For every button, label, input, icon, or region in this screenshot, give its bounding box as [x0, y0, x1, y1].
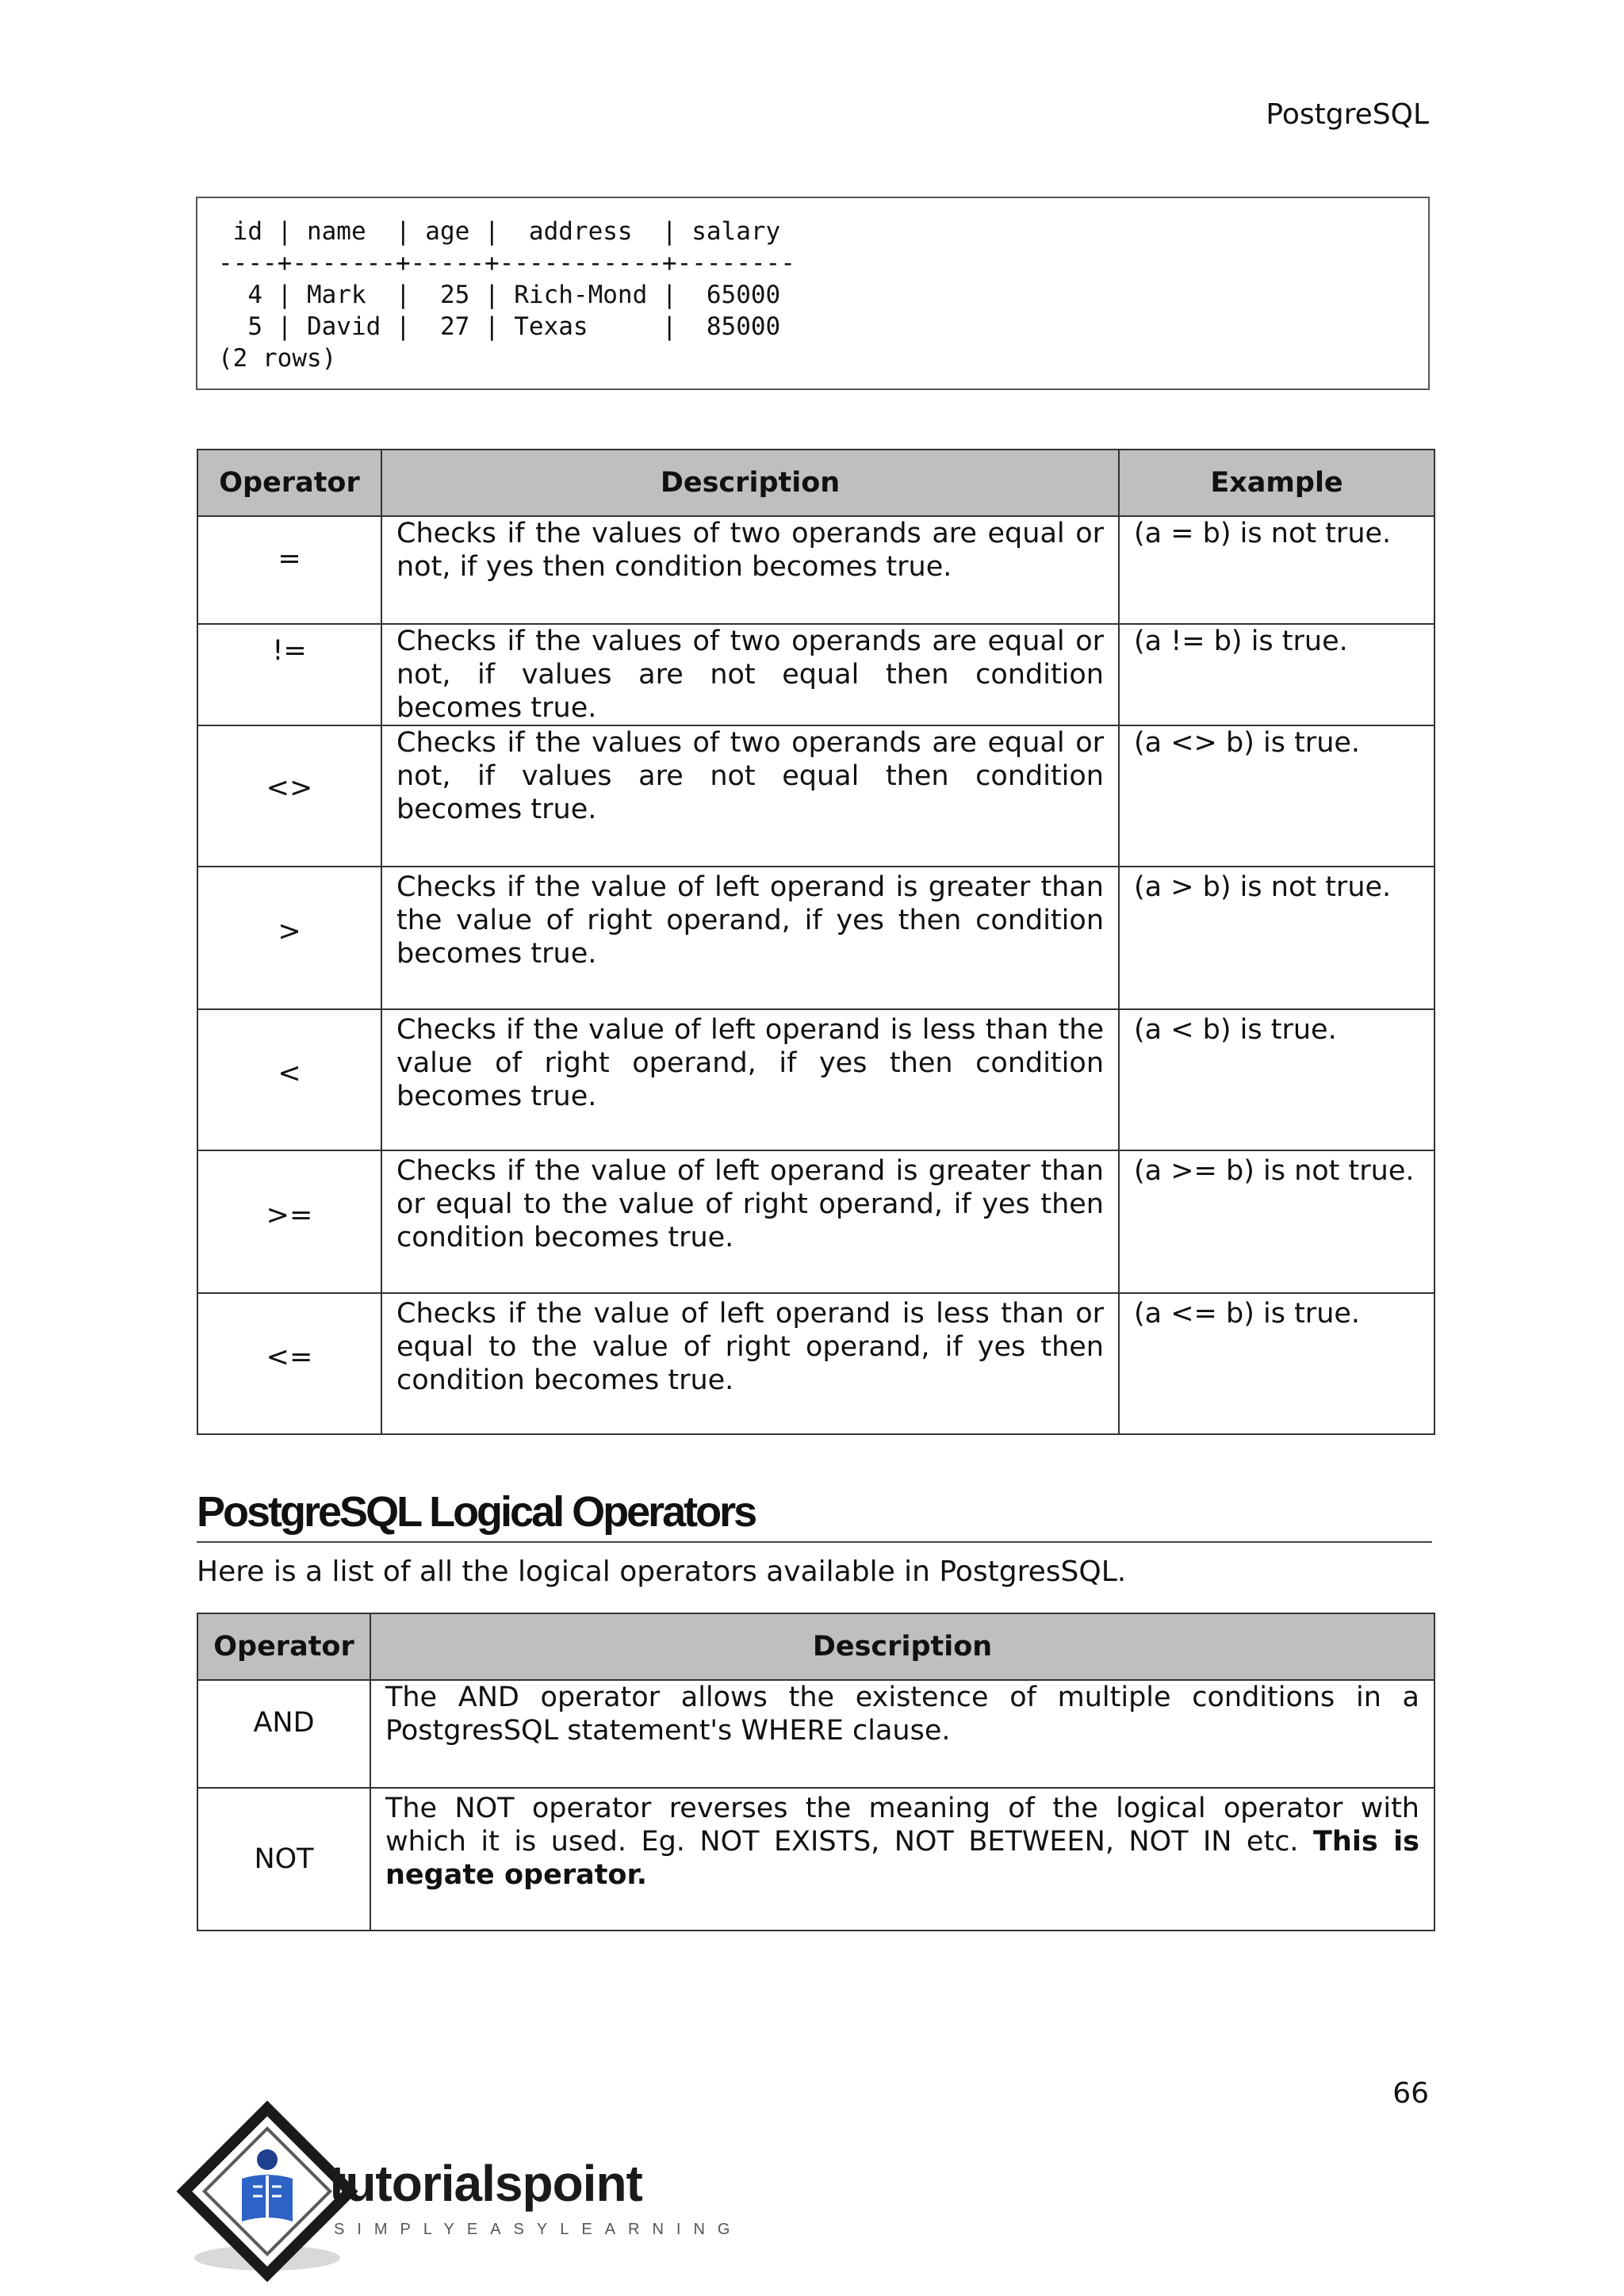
section-intro-text: Here is a list of all the logical operators available in PostgresSQL. — [197, 1556, 1127, 1588]
query-output-box — [196, 197, 1430, 390]
query-output-text — [218, 216, 795, 374]
column-header-description: Description — [370, 1613, 1434, 1680]
table-row — [197, 1680, 1434, 1788]
description-cell: Checks if the value of left operand is less than or equal to the value of right operand, if yes then condition becomes true. — [381, 1293, 1119, 1434]
description-cell: Checks if the value of left operand is greater than or equal to the value of right operand, if yes then condition becomes true. — [381, 1150, 1119, 1293]
comparison-operators-table — [197, 449, 1435, 1435]
table-row — [197, 624, 1434, 725]
operator-cell: = — [197, 516, 381, 624]
output-line: ----+-------+-----+-----------+-------- — [218, 249, 795, 277]
table-row — [197, 1150, 1434, 1293]
tutorialspoint-logo — [194, 2103, 743, 2296]
table-row — [197, 516, 1434, 624]
example-cell: (a >= b) is not true. — [1119, 1150, 1434, 1293]
logical-operators-table — [197, 1613, 1435, 1931]
section-heading-logical-operators: PostgreSQL Logical Operators — [197, 1484, 1432, 1543]
example-cell: (a <= b) is true. — [1119, 1293, 1434, 1434]
output-line: 4 | Mark | 25 | Rich-Mond | 65000 — [218, 281, 781, 309]
example-cell: (a != b) is true. — [1119, 624, 1434, 725]
column-header-description: Description — [381, 450, 1119, 516]
description-cell: The AND operator allows the existence of multiple conditions in a PostgresSQL statement's WHERE clause. — [370, 1680, 1434, 1788]
page-number: 66 — [1392, 2077, 1429, 2110]
table-row — [197, 1009, 1434, 1150]
logo-tagline: SIMPLYEASYLEARNING — [334, 2221, 743, 2238]
operator-cell: >= — [197, 1150, 381, 1293]
operator-cell: != — [197, 624, 381, 725]
table-row — [197, 1293, 1434, 1434]
page-header-title: PostgreSQL — [1266, 98, 1429, 131]
description-cell: Checks if the values of two operands are equal or not, if yes then condition becomes true. — [381, 516, 1119, 624]
table-row — [197, 867, 1434, 1009]
output-line: 5 | David | 27 | Texas | 85000 — [218, 312, 781, 341]
description-cell — [370, 1788, 1434, 1931]
operator-cell: > — [197, 867, 381, 1009]
table-row — [197, 1788, 1434, 1931]
column-header-example: Example — [1119, 450, 1434, 516]
column-header-operator: Operator — [197, 1613, 370, 1680]
description-text: The NOT operator reverses the meaning of the logical operator with which it is used. Eg. NOT EXISTS, NOT BETWEEN, NOT IN etc. — [385, 1793, 1419, 1858]
operator-cell: NOT — [197, 1788, 370, 1931]
description-cell: Checks if the values of two operands are equal or not, if values are not equal then condition becomes true. — [381, 624, 1119, 725]
column-header-operator: Operator — [197, 450, 381, 516]
table-header-row — [197, 450, 1434, 516]
output-line: (2 rows) — [218, 344, 337, 373]
example-cell: (a = b) is not true. — [1119, 516, 1434, 624]
example-cell: (a < b) is true. — [1119, 1009, 1434, 1150]
operator-cell: AND — [197, 1680, 370, 1788]
output-line: id | name | age | address | salary — [218, 217, 781, 246]
operator-cell: <= — [197, 1293, 381, 1434]
example-cell: (a > b) is not true. — [1119, 867, 1434, 1009]
description-cell: Checks if the value of left operand is less than the value of right operand, if yes then condition becomes true. — [381, 1009, 1119, 1150]
description-cell: Checks if the values of two operands are equal or not, if values are not equal then condition becomes true. — [381, 725, 1119, 867]
operator-cell: < — [197, 1009, 381, 1150]
table-header-row — [197, 1613, 1434, 1680]
table-row — [197, 725, 1434, 867]
description-bold-text: This is negate operator. — [385, 1826, 1419, 1891]
logo-graphic — [194, 2103, 743, 2293]
operator-cell: <> — [197, 725, 381, 867]
logo-text: tutorialspoint — [329, 2155, 642, 2212]
description-cell: Checks if the value of left operand is greater than the value of right operand, if yes then condition becomes true. — [381, 867, 1119, 1009]
example-cell: (a <> b) is true. — [1119, 725, 1434, 867]
